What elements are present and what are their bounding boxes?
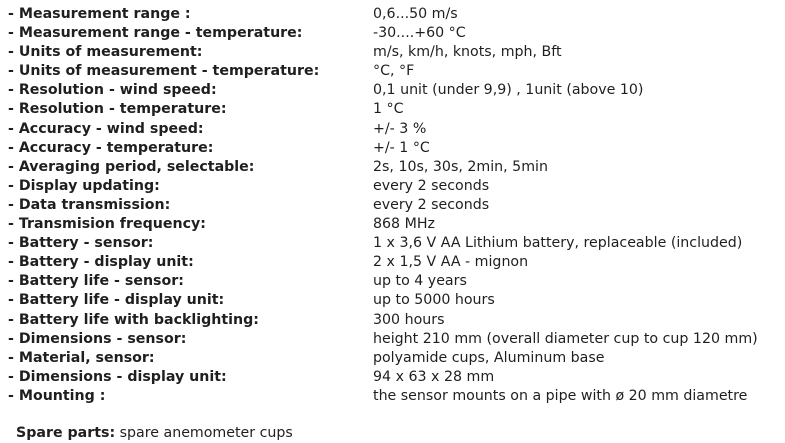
spec-value: polyamide cups, Aluminum base (373, 349, 605, 366)
spec-label: - Battery life - sensor: (8, 273, 184, 290)
spec-label: - Accuracy - temperature: (8, 139, 214, 156)
spec-row (8, 234, 783, 253)
spec-row (8, 62, 783, 81)
spec-row (8, 196, 783, 215)
spec-table (8, 5, 783, 406)
spec-value: every 2 seconds (373, 196, 490, 213)
spec-row (8, 158, 783, 177)
spec-label: - Dimensions - display unit: (8, 368, 227, 385)
spec-row (8, 43, 783, 62)
spec-label: - Battery - display unit: (8, 254, 194, 271)
spec-value: +/- 3 % (373, 120, 427, 137)
spec-row (8, 24, 783, 43)
spec-value: 2s, 10s, 30s, 2min, 5min (373, 158, 548, 175)
spec-value: up to 4 years (373, 273, 467, 290)
spec-label: - Dimensions - sensor: (8, 330, 187, 347)
spec-value: -30....+60 °C (373, 25, 466, 42)
spec-value: 1 x 3,6 V AA Lithium battery, replaceable (included) (373, 235, 743, 252)
spec-value: 868 MHz (373, 216, 435, 233)
spec-row (8, 215, 783, 234)
spare-parts-label: Spare parts: (16, 425, 116, 441)
spec-value: 0,1 unit (under 9,9) , 1unit (above 10) (373, 82, 644, 99)
spec-row (8, 387, 783, 406)
spec-value: every 2 seconds (373, 177, 490, 194)
spec-row (8, 368, 783, 387)
spec-label: - Accuracy - wind speed: (8, 120, 204, 137)
spec-label: - Battery life - display unit: (8, 292, 225, 309)
spec-row (8, 253, 783, 272)
spec-label: - Battery life with backlighting: (8, 311, 259, 328)
spare-parts-value: spare anemometer cups (119, 425, 293, 441)
spec-label: - Transmision frequency: (8, 216, 206, 233)
spec-row (8, 100, 783, 119)
spec-value: 94 x 63 x 28 mm (373, 368, 495, 385)
spec-value: 300 hours (373, 311, 445, 328)
spec-row (8, 349, 783, 368)
spec-row (8, 5, 783, 24)
spec-row (8, 330, 783, 349)
spec-value: 2 x 1,5 V AA - mignon (373, 254, 529, 271)
spec-row (8, 311, 783, 330)
spare-parts-line (16, 424, 293, 443)
spec-label: - Data transmission: (8, 196, 171, 213)
spec-label: - Battery - sensor: (8, 235, 154, 252)
spec-value: m/s, km/h, knots, mph, Bft (373, 44, 562, 61)
spec-row (8, 120, 783, 139)
spec-label: - Display updating: (8, 177, 160, 194)
spec-label: - Measurement range : (8, 6, 191, 22)
spec-label: - Averaging period, selectable: (8, 158, 255, 175)
spec-value: 1 °C (373, 101, 404, 118)
spec-row (8, 139, 783, 158)
spec-label: - Resolution - temperature: (8, 101, 227, 118)
spec-label: - Units of measurement - temperature: (8, 63, 320, 80)
spec-value: °C, °F (373, 63, 415, 80)
spec-label: - Mounting : (8, 387, 106, 404)
spec-row (8, 291, 783, 310)
spec-value: +/- 1 °C (373, 139, 430, 156)
spec-value: height 210 mm (overall diameter cup to cup 120 mm) (373, 330, 758, 347)
spec-value: 0,6...50 m/s (373, 6, 458, 22)
spec-row (8, 272, 783, 291)
spec-label: - Units of measurement: (8, 44, 203, 61)
spec-row (8, 81, 783, 100)
spec-value: up to 5000 hours (373, 292, 495, 309)
spec-label: - Material, sensor: (8, 349, 155, 366)
spec-row (8, 177, 783, 196)
spec-label: - Resolution - wind speed: (8, 82, 217, 99)
spec-value: the sensor mounts on a pipe with ø 20 mm diametre (373, 387, 748, 404)
spec-label: - Measurement range - temperature: (8, 25, 303, 42)
